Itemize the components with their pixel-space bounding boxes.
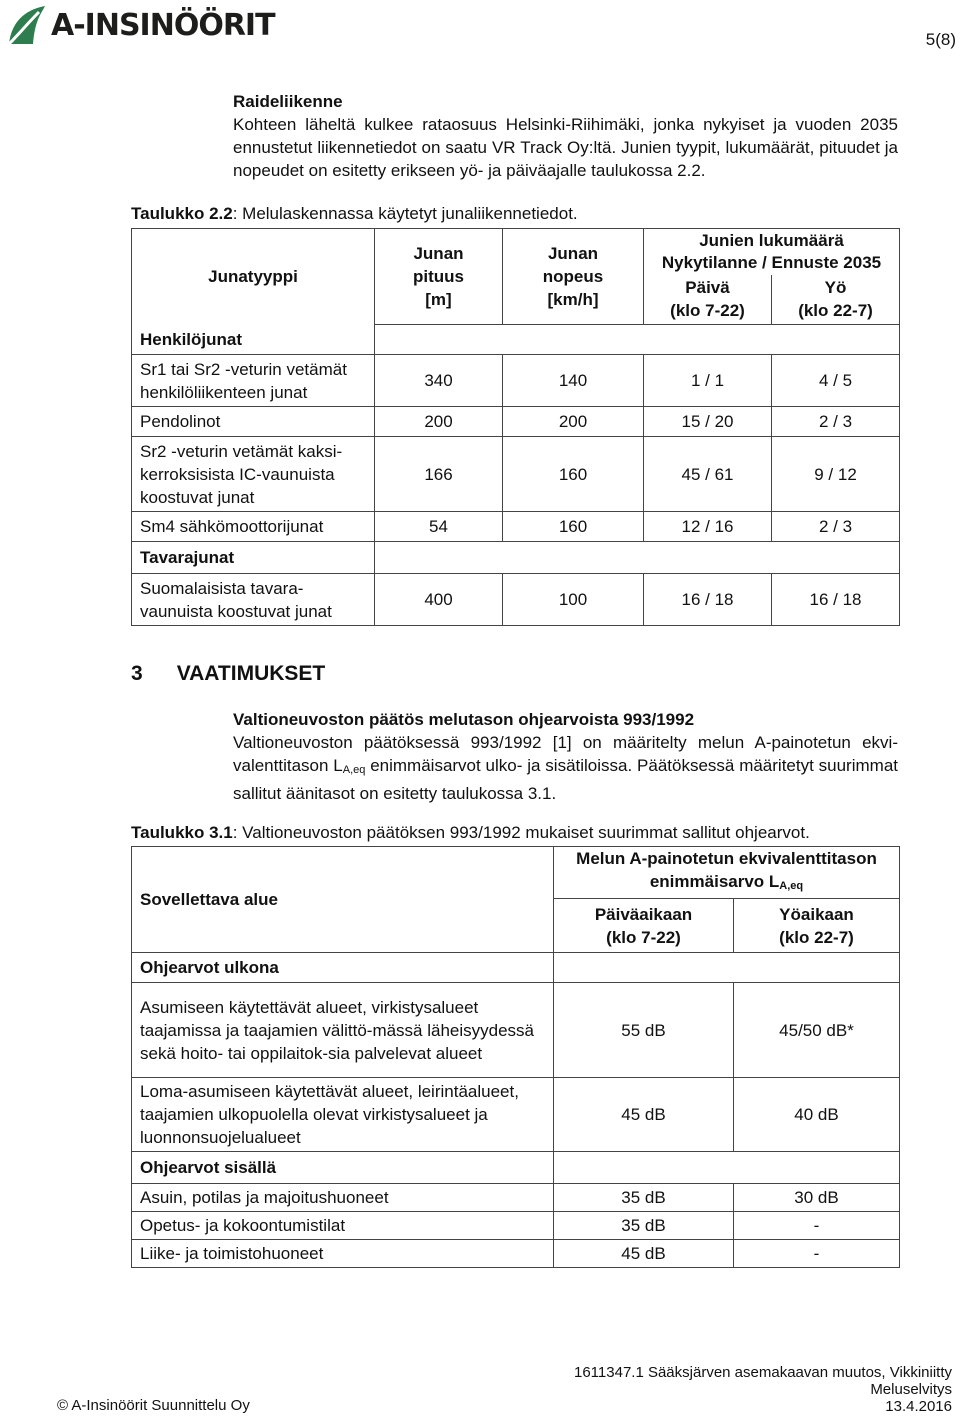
header-train-count: Junien lukumäärä Nykytilanne / Ennuste 2035 bbox=[644, 229, 900, 275]
section3-paragraph: Valtioneuvoston päätöksessä 993/1992 [1] on määritelty melun A-painotetun ekvi-valenttitason $L_{A,eq}$ enimmäisarvot ulko- ja sisätiloissa. Päätöksessä määritetyt suurimmat sallitut äänitasot on esitetty taulukossa 3.1. bbox=[233, 733, 898, 803]
section-title-rail: Raideliikenne bbox=[233, 92, 343, 111]
header-night: Yö (klo 22-7) bbox=[772, 275, 900, 325]
table-row: Pendolinot 200 200 15 / 20 2 / 3 bbox=[132, 407, 900, 437]
table22-caption-label: Taulukko 2.2 bbox=[131, 204, 233, 223]
section-heading: 3 VAATIMUKSET bbox=[131, 662, 326, 685]
header-area: Sovellettava alue bbox=[132, 847, 554, 953]
header-day-time: Päiväaikaan (klo 7-22) bbox=[554, 899, 734, 953]
header-train-type: Junatyyppi bbox=[132, 229, 375, 325]
group-freight-trains: Tavarajunat bbox=[132, 542, 375, 574]
table-row: Opetus- ja kokoontumistilat 35 dB - bbox=[132, 1212, 900, 1240]
table-row: Liike- ja toimistohuoneet 45 dB - bbox=[132, 1240, 900, 1268]
group-passenger-trains: Henkilöjunat bbox=[132, 325, 375, 355]
table31-caption bbox=[131, 823, 810, 843]
table-row: Asuin, potilas ja majoitushuoneet 35 dB 30 dB bbox=[132, 1184, 900, 1212]
header-night-time: Yöaikaan (klo 22-7) bbox=[734, 899, 900, 953]
footer-project-info: 1611347.1 Sääksjärven asemakaavan muutos, Vikkiniitty Meluselvitys 13.4.2016 bbox=[574, 1364, 952, 1415]
table31-caption-label: Taulukko 3.1 bbox=[131, 823, 233, 842]
table-row: Loma-asumiseen käytettävät alueet, leirintäalueet, taajamien ulkopuolella olevat virkistysalueet ja luonnonsuojelualueet 45 dB 40 dB bbox=[132, 1078, 900, 1152]
table-row: Suomalaisista tavara-vaunuista koostuvat junat 400 100 16 / 18 16 / 18 bbox=[132, 574, 900, 626]
header-speed: Junan nopeus [km/h] bbox=[503, 229, 644, 325]
header-length: Junan pituus [m] bbox=[375, 229, 503, 325]
table22-caption-text: : Melulaskennassa käytetyt junaliikennetiedot. bbox=[232, 204, 578, 223]
rail-paragraph: Kohteen läheltä kulkee rataosuus Helsinki-Riihimäki, jonka nykyiset ja vuoden 2035 ennustetut liikennetiedot on saatu VR Track Oy:ltä. Junien tyypit, lukumäärät, pituudet ja nopeudet on esitetty erikseen yö- ja päiväajalle taulukossa 2.2. bbox=[233, 115, 898, 180]
group-outdoor: Ohjearvot ulkona bbox=[132, 953, 554, 983]
leaf-logo-icon bbox=[5, 4, 49, 46]
table-row: Sr2 -veturin vetämät kaksi-kerroksisista IC-vaunuista koostuvat junat 166 160 45 / 61 9 / 12 bbox=[132, 437, 900, 512]
logo-text: A-INSINÖÖRIT bbox=[51, 7, 275, 43]
header-day: Päivä (klo 7-22) bbox=[644, 275, 772, 325]
table-row: Sm4 sähkömoottorijunat 54 160 12 / 16 2 / 3 bbox=[132, 512, 900, 542]
table-row: Asumiseen käytettävät alueet, virkistysalueet taajamissa ja taajamien välittö-mässä läheisyydessä sekä hoito- tai oppilaitok-sia palvelevat alueet 55 dB 45/50 dB* bbox=[132, 983, 900, 1078]
train-traffic-table bbox=[131, 228, 900, 626]
header-noise-level: Melun A-painotetun ekvivalenttitason enimmäisarvo $L_{A,eq}$ bbox=[554, 847, 900, 899]
company-logo bbox=[5, 4, 275, 46]
table31-caption-text: : Valtioneuvoston päätöksen 993/1992 mukaiset suurimmat sallitut ohjearvot. bbox=[232, 823, 810, 842]
page-number: 5(8) bbox=[925, 30, 956, 49]
table22-caption bbox=[131, 204, 578, 224]
table-row: Sr1 tai Sr2 -veturin vetämät henkilöliikenteen junat 340 140 1 / 1 4 / 5 bbox=[132, 355, 900, 407]
footer-copyright: © A-Insinöörit Suunnittelu Oy bbox=[57, 1397, 250, 1414]
subsection-title: Valtioneuvoston päätös melutason ohjearvoista 993/1992 bbox=[233, 710, 695, 729]
group-indoor: Ohjearvot sisällä bbox=[132, 1152, 554, 1184]
noise-limits-table bbox=[131, 846, 900, 1268]
